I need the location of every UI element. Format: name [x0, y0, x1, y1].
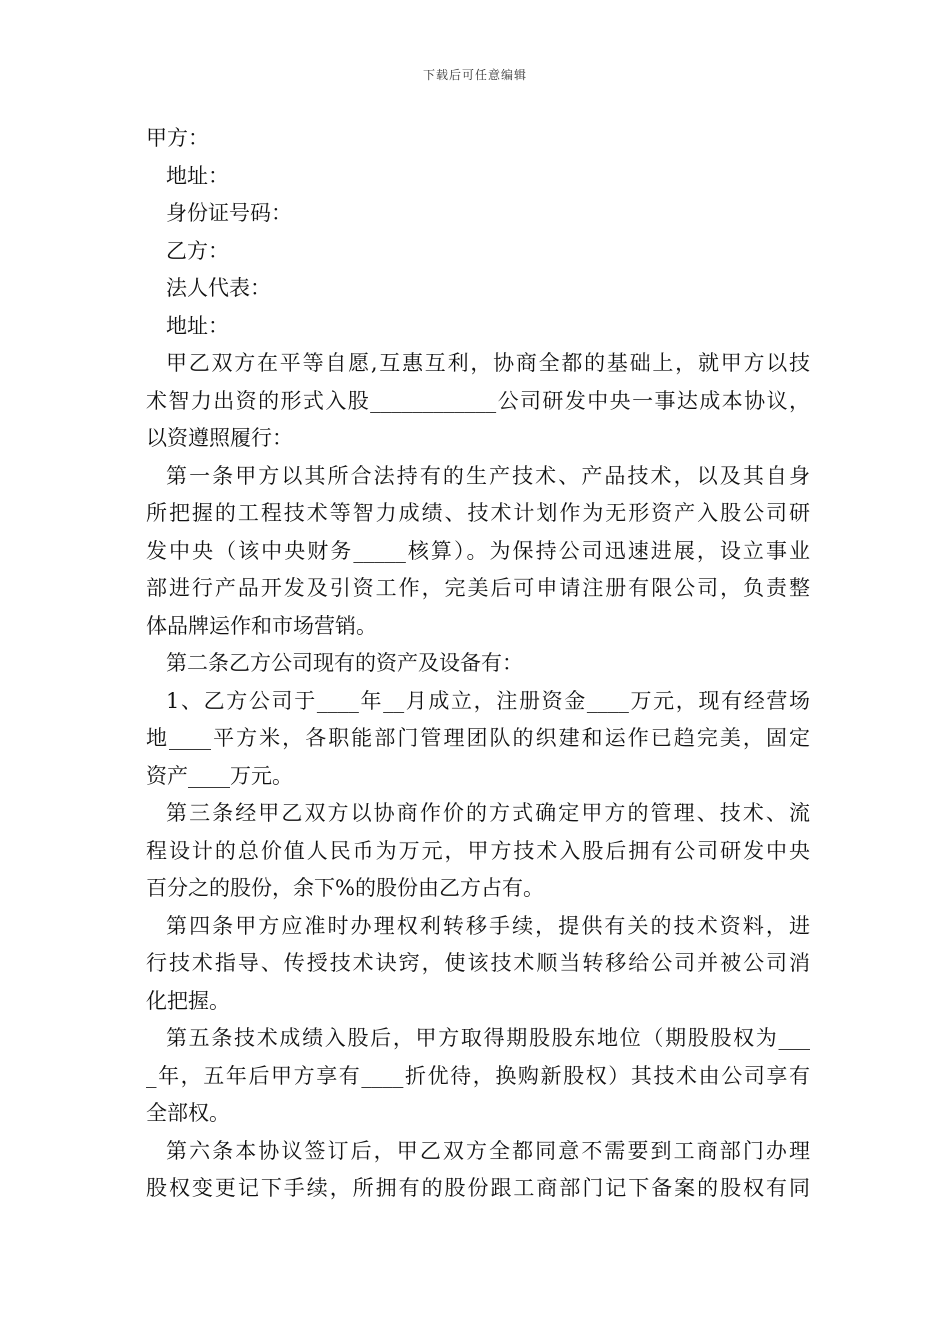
document-line: 甲方：: [146, 126, 209, 150]
document-line: 全部权。: [146, 1101, 230, 1125]
document-line: 地址：: [166, 313, 229, 338]
page-header-note: 下载后可任意编辑: [422, 68, 527, 82]
document-line: 地____平方米，各职能部门管理团队的织建和运作已趋完美，固定: [146, 726, 810, 750]
document-line: 发中央（该中央财务_____核算）。为保持公司迅速进展，设立事业: [146, 538, 810, 563]
document-line: 体品牌运作和市场营销。: [146, 613, 377, 638]
document-line: 乙方：: [166, 238, 229, 263]
document-line: 所把握的工程技术等智力成绩、技术计划作为无形资产入股公司研: [146, 501, 810, 525]
document-line: 百分之的股份，余下%的股份由乙方占有。: [146, 876, 544, 900]
document-line: 第四条甲方应准时办理权利转移手续，提供有关的技术资料，进: [166, 913, 810, 938]
document-line: 第六条本协议签订后，甲乙双方全都同意不需要到工商部门办理: [166, 1138, 810, 1163]
document-line: 甲乙双方在平等自愿,互惠互利，协商全都的基础上，就甲方以技: [166, 351, 810, 375]
document-line: 地址：: [166, 163, 229, 188]
document-line: 第五条技术成绩入股后，甲方取得期股股东地位（期股股权为___: [166, 1026, 810, 1050]
document-line: 股权变更记下手续，所拥有的股份跟工商部门记下备案的股权有同: [146, 1176, 810, 1200]
document-line: 以资遵照履行：: [146, 426, 293, 450]
document-line: 程设计的总价值人民币为万元，甲方技术入股后拥有公司研发中央: [146, 838, 810, 863]
document-line: _年，五年后甲方享有____折优待，换购新股权）其技术由公司享有: [146, 1063, 810, 1088]
document-line: 1、乙方公司于____年__月成立，注册资金____万元，现有经营场: [166, 688, 810, 713]
document-line: 化把握。: [146, 988, 230, 1013]
document-body: [146, 120, 810, 1208]
document-line: 资产____万元。: [146, 763, 293, 788]
document-line: 术智力出资的形式入股____________公司研发中央一事达成本协议，: [146, 388, 810, 413]
document-line: 第一条甲方以其所合法持有的生产技术、产品技术，以及其自身: [166, 463, 810, 488]
document-line: 第三条经甲乙双方以协商作价的方式确定甲方的管理、技术、流: [166, 801, 810, 825]
document-line: 第二条乙方公司现有的资产及设备有：: [166, 651, 523, 675]
document-line: 行技术指导、传授技术诀窍，使该技术顺当转移给公司并被公司消: [146, 951, 810, 975]
document-line: 身份证号码：: [166, 201, 292, 225]
document-line: 部进行产品开发及引资工作，完美后可申请注册有限公司，负责整: [146, 576, 810, 600]
document-line: 法人代表：: [166, 276, 271, 300]
